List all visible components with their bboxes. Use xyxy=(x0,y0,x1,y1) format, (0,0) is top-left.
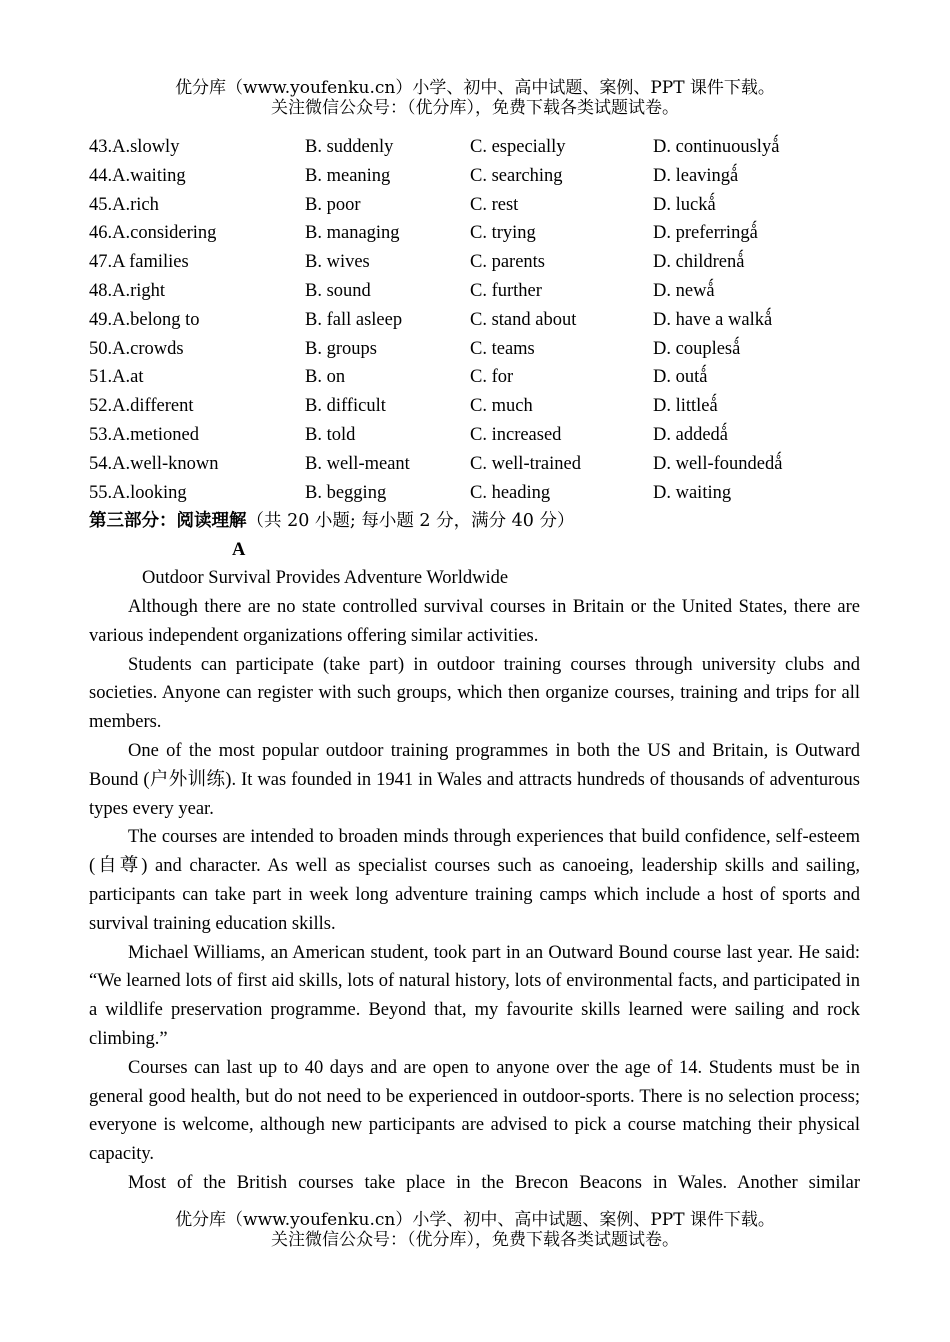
option-b: B. sound xyxy=(305,280,371,301)
option-b: B. wives xyxy=(305,252,370,273)
option-a: 48.A.right xyxy=(89,280,166,301)
option-d: D. have a walkǻ xyxy=(653,309,773,330)
option-b: B. suddenly xyxy=(305,137,394,157)
option-row xyxy=(89,363,869,392)
header-line-1: 优分库（www.youfenku.cn）小学、初中、高中试题、案例、PPT 课件下载。 xyxy=(175,78,775,98)
option-row xyxy=(89,335,869,364)
option-d: D. waiting xyxy=(653,482,732,503)
option-a: 55.A.looking xyxy=(89,482,187,503)
option-d: D. outǻ xyxy=(653,367,708,388)
option-a: 53.A.metioned xyxy=(89,424,199,445)
answer-options-list xyxy=(89,133,869,507)
option-c: C. rest xyxy=(470,194,519,215)
paragraph: Although there are no state controlled survival courses in Britain or the United States, there are various independent organizations offering similar activities. xyxy=(89,597,860,646)
page-header xyxy=(0,78,950,118)
option-row xyxy=(89,133,869,162)
option-b: B. begging xyxy=(305,482,387,503)
option-b: B. well-meant xyxy=(305,453,410,474)
section-note: （共 20 小题; 每小题 2 分，满分 40 分） xyxy=(246,511,575,531)
option-c: C. trying xyxy=(470,223,536,244)
paragraph: One of the most popular outdoor training programmes in both the US and Britain, is Outward Bound (户外训练). It was founded in 1941 in Wales and attracts hundreds of thousands of adventurous types every year. xyxy=(89,740,860,819)
option-d: D. well-foundedǻ xyxy=(653,453,783,474)
header-line-2: 关注微信公众号：（优分库），免费下载各类试题试卷。 xyxy=(271,98,679,118)
page-footer xyxy=(0,1210,950,1250)
option-c: C. especially xyxy=(470,137,566,157)
option-a: 49.A.belong to xyxy=(89,309,200,330)
option-d: D. littleǻ xyxy=(653,396,718,417)
option-b: B. difficult xyxy=(305,396,386,417)
option-c: C. well-trained xyxy=(470,453,581,474)
option-b: B. managing xyxy=(305,223,400,244)
section-heading xyxy=(89,507,575,535)
paragraph: The courses are intended to broaden minds through experiences that build confidence, self-esteem (自尊) and character. As well as specialist courses such as canoeing, leadership skills and sailing, participants can take part in week long adventure training camps which include a host of sports and survival training education skills. xyxy=(89,827,860,934)
option-row xyxy=(89,191,869,220)
option-a: 54.A.well-known xyxy=(89,453,219,474)
option-row xyxy=(89,219,869,248)
option-c: C. increased xyxy=(470,424,562,445)
footer-line-2: 关注微信公众号：（优分库），免费下载各类试题试卷。 xyxy=(271,1230,679,1250)
option-a: 50.A.crowds xyxy=(89,338,184,359)
option-row xyxy=(89,450,869,479)
option-d: D. preferringǻ xyxy=(653,223,758,244)
option-d: D. addedǻ xyxy=(653,424,728,445)
option-c: C. parents xyxy=(470,252,546,273)
option-b: B. groups xyxy=(305,338,377,359)
option-d: D. luckǻ xyxy=(653,194,716,215)
passage-letter: A xyxy=(232,540,246,560)
option-row xyxy=(89,306,869,335)
option-row xyxy=(89,479,869,508)
option-row xyxy=(89,162,869,191)
option-a: 52.A.different xyxy=(89,396,194,417)
option-row xyxy=(89,248,869,277)
option-c: C. teams xyxy=(470,338,535,359)
paragraph: Most of the British courses take place in the Brecon Beacons in Wales. Another similar xyxy=(128,1172,860,1193)
option-b: B. on xyxy=(305,367,346,388)
option-b: B. fall asleep xyxy=(305,309,403,330)
option-a: 51.A.at xyxy=(89,367,144,388)
option-row xyxy=(89,277,869,306)
option-b: B. meaning xyxy=(305,165,391,186)
option-d: D. leavingǻ xyxy=(653,165,739,186)
option-a: 45.A.rich xyxy=(89,194,159,215)
option-c: C. further xyxy=(470,280,542,301)
option-c: C. searching xyxy=(470,165,563,186)
option-d: D. continuouslyǻ xyxy=(653,137,780,157)
option-a: 46.A.considering xyxy=(89,223,217,244)
option-c: C. much xyxy=(470,396,533,417)
option-a: 47.A families xyxy=(89,252,189,273)
option-b: B. poor xyxy=(305,194,361,215)
option-b: B. told xyxy=(305,424,356,445)
option-d: D. couplesǻ xyxy=(653,338,741,359)
paragraph: Courses can last up to 40 days and are open to anyone over the age of 14. Students must be in general good health, but do not need to be experienced in outdoor-sports. There is no selection process; everyone is welcome, although new participants are advised to pick a course matching their physical capacity. xyxy=(89,1057,860,1165)
paragraph: Students can participate (take part) in outdoor training courses through university clubs and societies. Anyone can register with such groups, which then organize courses, training and trips for all members. xyxy=(89,654,860,733)
option-d: D. childrenǻ xyxy=(653,252,745,273)
option-row xyxy=(89,421,869,450)
option-a: 44.A.waiting xyxy=(89,165,186,186)
option-a: 43.A.slowly xyxy=(89,137,180,157)
passage-body xyxy=(89,593,860,1198)
passage-title: Outdoor Survival Provides Adventure Worldwide xyxy=(142,568,509,588)
paragraph: Michael Williams, an American student, took part in an Outward Bound course last year. He said: “We learned lots of first aid skills, lots of natural history, lots of environmental facts, and participated in a wildlife preservation programme. Beyond that, my favourite skills learned were sailing and rock climbing.” xyxy=(89,942,860,1049)
footer-line-1: 优分库（www.youfenku.cn）小学、初中、高中试题、案例、PPT 课件下载。 xyxy=(175,1210,775,1230)
option-d: D. newǻ xyxy=(653,280,715,301)
option-c: C. stand about xyxy=(470,309,577,330)
option-c: C. for xyxy=(470,367,514,388)
section-title: 第三部分：阅读理解 xyxy=(89,511,247,531)
option-row xyxy=(89,392,869,421)
option-c: C. heading xyxy=(470,482,551,503)
